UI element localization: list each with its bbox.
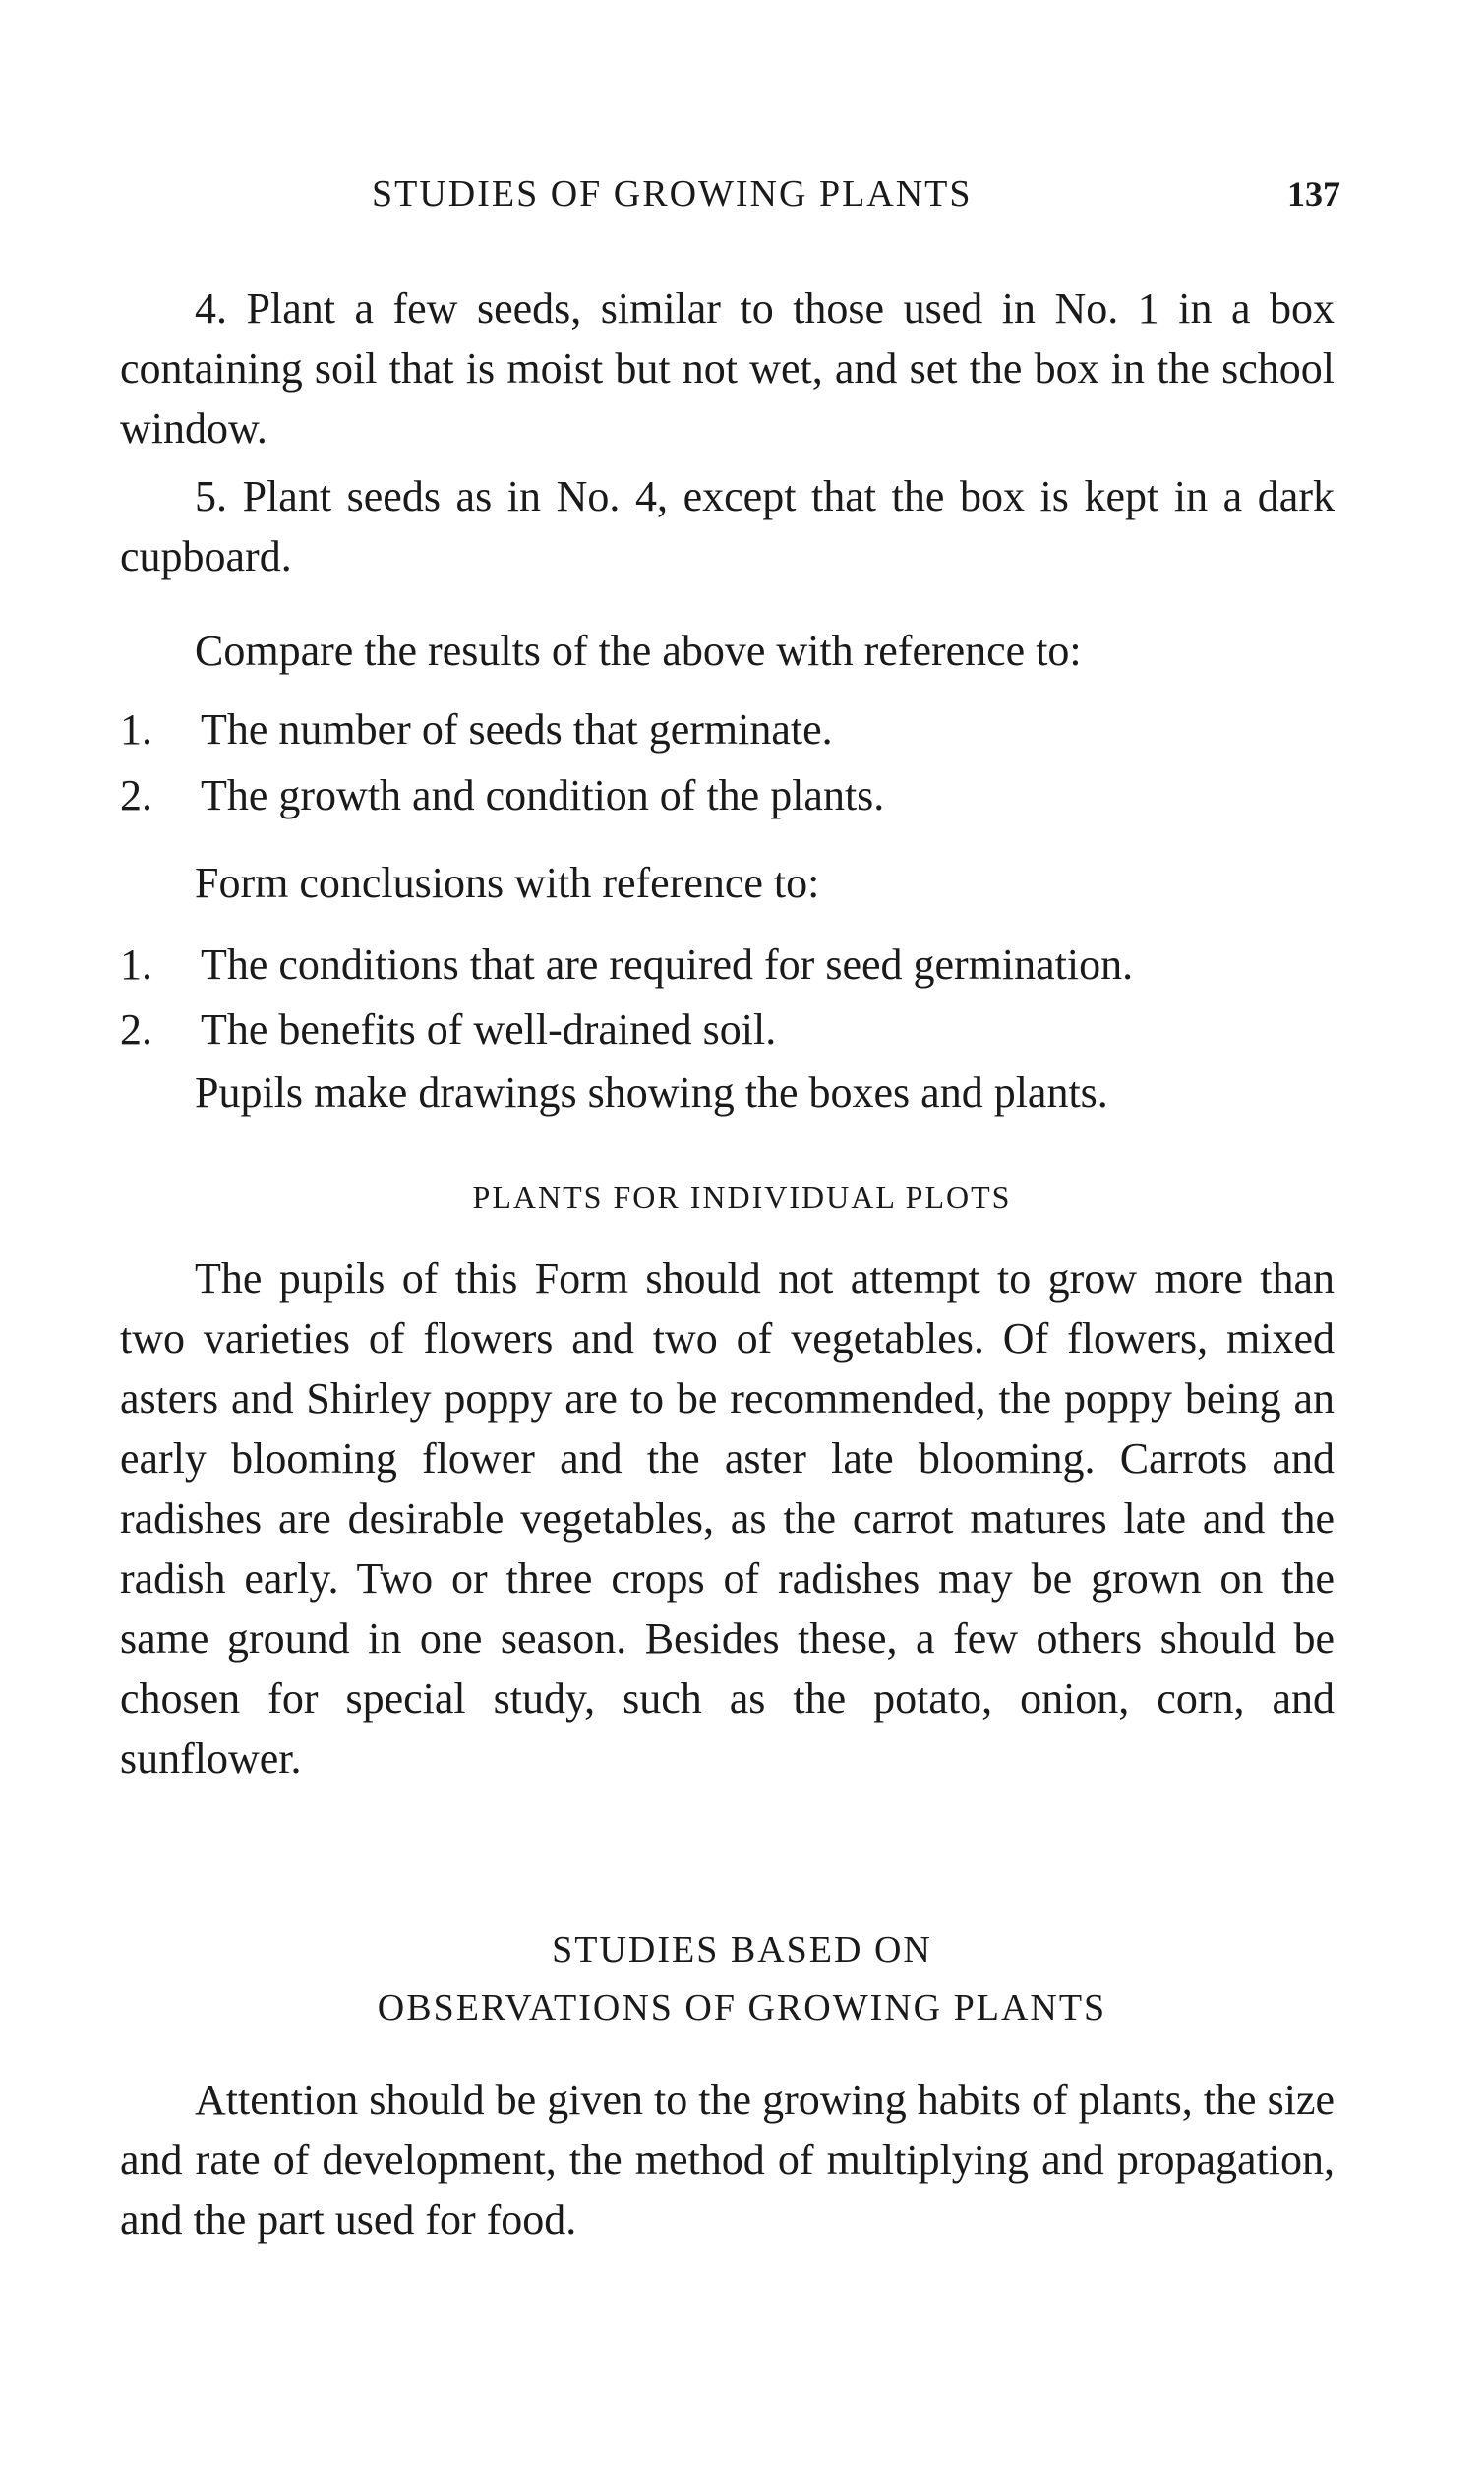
running-title: STUDIES OF GROWING PLANTS <box>372 173 973 214</box>
plots-paragraph: The pupils of this Form should not attempt to grow more than two varieties of flowers and two of vegetables. Of flowers, mixed asters and Shirley poppy are to be recommended, the poppy being an early blooming flower and the aster late blooming. Carrots and radishes are desirable vegetables, as the carrot matures late and the radish early. Two or three crops of radishes may be grown on the same ground in one season. Besides these, a few others should be chosen for special study, such as the potato, onion, corn, and sunflower. <box>120 1254 1335 1783</box>
list-number: 1. <box>120 940 152 989</box>
list-text: The benefits of well-drained soil. <box>201 1005 777 1054</box>
list-text: The growth and condition of the plants. <box>201 771 885 819</box>
drawings-instruction: Pupils make drawings showing the boxes and plants. <box>195 1068 1108 1117</box>
section-heading-observations-line2: OBSERVATIONS OF GROWING PLANTS <box>377 1987 1107 2029</box>
section-heading-individual-plots: PLANTS FOR INDIVIDUAL PLOTS <box>472 1180 1012 1215</box>
section-heading-observations-line1: STUDIES BASED ON <box>552 1929 932 1970</box>
list-text: The conditions that are required for seed germination. <box>201 940 1134 989</box>
running-head <box>0 169 1484 218</box>
page-number: 137 <box>1287 174 1340 213</box>
list-number: 2. <box>120 771 152 819</box>
compare-intro: Compare the results of the above with reference to: <box>195 627 1082 675</box>
list-number: 1. <box>120 705 152 754</box>
paragraph-item-5: 5. Plant seeds as in No. 4, except that the box is kept in a dark cupboard. <box>120 472 1335 580</box>
conclusions-intro: Form conclusions with reference to: <box>195 859 820 907</box>
list-text: The number of seeds that germinate. <box>201 705 833 754</box>
observations-paragraph: Attention should be given to the growing habits of plants, the size and rate of development, the method of multiplying and propagation, and the part used for food. <box>120 2076 1335 2244</box>
paragraph-item-4: 4. Plant a few seeds, similar to those used in No. 1 in a box containing soil that is moist but not wet, and set the box in the school window. <box>120 284 1335 453</box>
list-number: 2. <box>120 1005 152 1054</box>
